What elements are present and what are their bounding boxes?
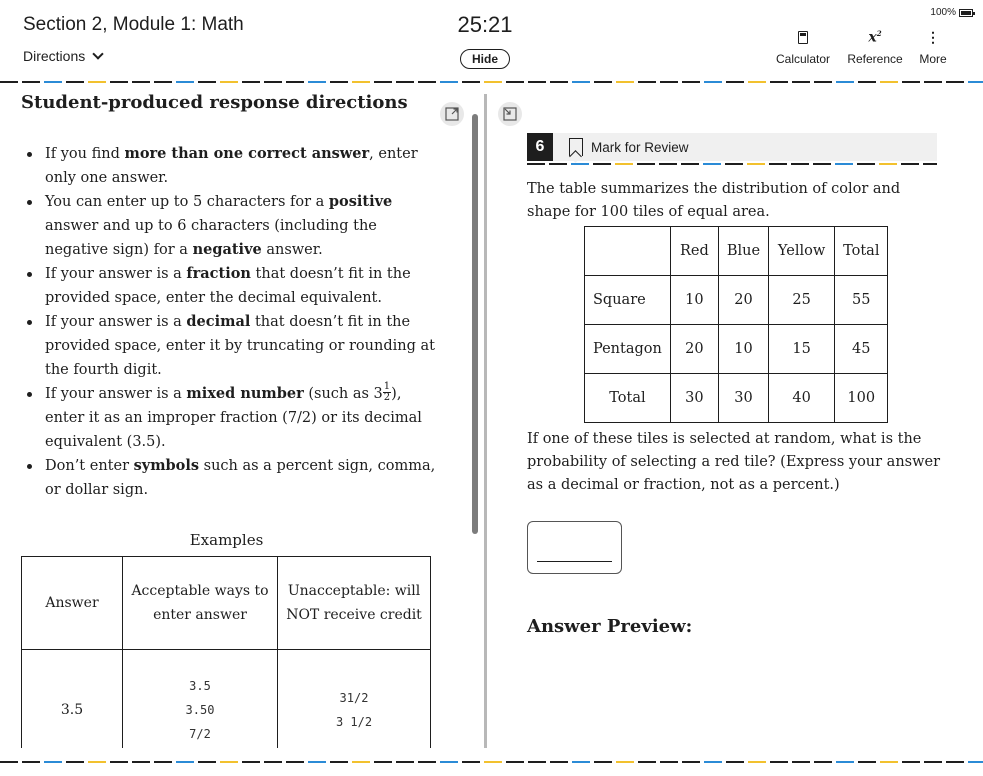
example-answer: 3.5 [22,650,123,749]
section-title: Section 2, Module 1: Math [23,14,244,35]
acceptable-cell: 3.5 3.50 7/2 [123,650,278,749]
collapse-pane-button[interactable] [498,102,522,126]
reference-button[interactable] [844,28,906,66]
battery-percent: 100% [930,7,956,18]
table-header: Answer [22,557,123,650]
table-row [22,650,431,749]
hide-timer-button[interactable]: Hide [460,49,510,69]
timer: 25:21 [457,12,513,37]
table-row: Red Blue Yellow Total [585,227,888,276]
calculator-label: Calculator [775,52,831,66]
directions-label: Directions [23,48,86,64]
list-item: If your answer is a fraction that doesn’t fit in the provided space, enter the decimal equivalent. [24,262,444,310]
table-row: Pentagon 20 10 15 45 [585,325,888,374]
list-item: You can enter up to 5 characters for a positive answer and up to 6 characters (including the negative sign) for a negative answer. [24,190,444,262]
directions-title: Student-produced response directions [21,92,408,113]
table-header: Acceptable ways to enter answer [123,557,278,650]
collapse-icon [503,107,517,121]
chevron-down-icon [93,48,104,59]
more-button[interactable] [913,28,953,66]
question-prompt: If one of these tiles is selected at random, what is the probability of selecting a red tile? (Express your answer as a decimal or fraction, not as a percent.) [527,431,941,493]
examples-caption: Examples [189,531,264,549]
answer-input[interactable] [527,521,622,574]
question-header [527,133,937,161]
expand-pane-button[interactable] [440,102,464,126]
question-divider [527,163,937,165]
directions-list [24,142,444,502]
calculator-icon [798,31,808,44]
answer-underline [537,561,612,562]
header-divider [0,81,983,83]
mark-for-review-label: Mark for Review [591,139,689,155]
reference-label: Reference [847,52,903,66]
list-item: Don’t enter symbols such as a percent sign, comma, or dollar sign. [24,454,444,502]
bookmark-icon [569,138,583,156]
footer-divider [0,761,983,763]
unacceptable-cell: 31/2 3 1/2 [278,650,431,749]
examples-table [21,556,431,748]
table-row: Total 30 30 40 100 [585,374,888,423]
answer-preview-label: Answer Preview: [527,616,693,637]
question-stem: The table summarizes the distribution of color and shape for 100 tiles of equal area. [527,181,901,220]
question-pane [488,84,983,748]
table-row: Square 10 20 25 55 [585,276,888,325]
table-header: Unacceptable: will NOT receive credit [278,557,431,650]
more-vertical-icon: ⋮ [926,29,940,45]
calculator-button[interactable] [772,28,834,66]
question-number: 6 [527,133,553,161]
more-label: More [919,52,947,66]
list-item: If your answer is a decimal that doesn’t fit in the provided space, enter it by truncating or rounding at the fourth digit. [24,310,444,382]
battery-icon [959,9,973,17]
list-item: If your answer is a mixed number (such as 3 $\frac{1}{2}$ ), enter it as an improper fraction (7/2) or its decimal equivalent (3.5). [24,382,444,454]
pane-divider[interactable] [484,94,487,748]
top-bar [0,0,983,82]
directions-pane [0,84,483,748]
fraction-one-half: $\frac{1}{2}$ [383,380,391,403]
mark-for-review-button[interactable] [569,133,689,161]
tiles-table [584,226,888,423]
reference-icon: $x^2$ [868,28,882,46]
scrollbar[interactable] [472,114,478,534]
expand-icon [445,107,459,121]
directions-toggle[interactable] [23,48,102,64]
list-item: If you find more than one correct answer, enter only one answer. [24,142,444,190]
battery-status [930,7,973,18]
